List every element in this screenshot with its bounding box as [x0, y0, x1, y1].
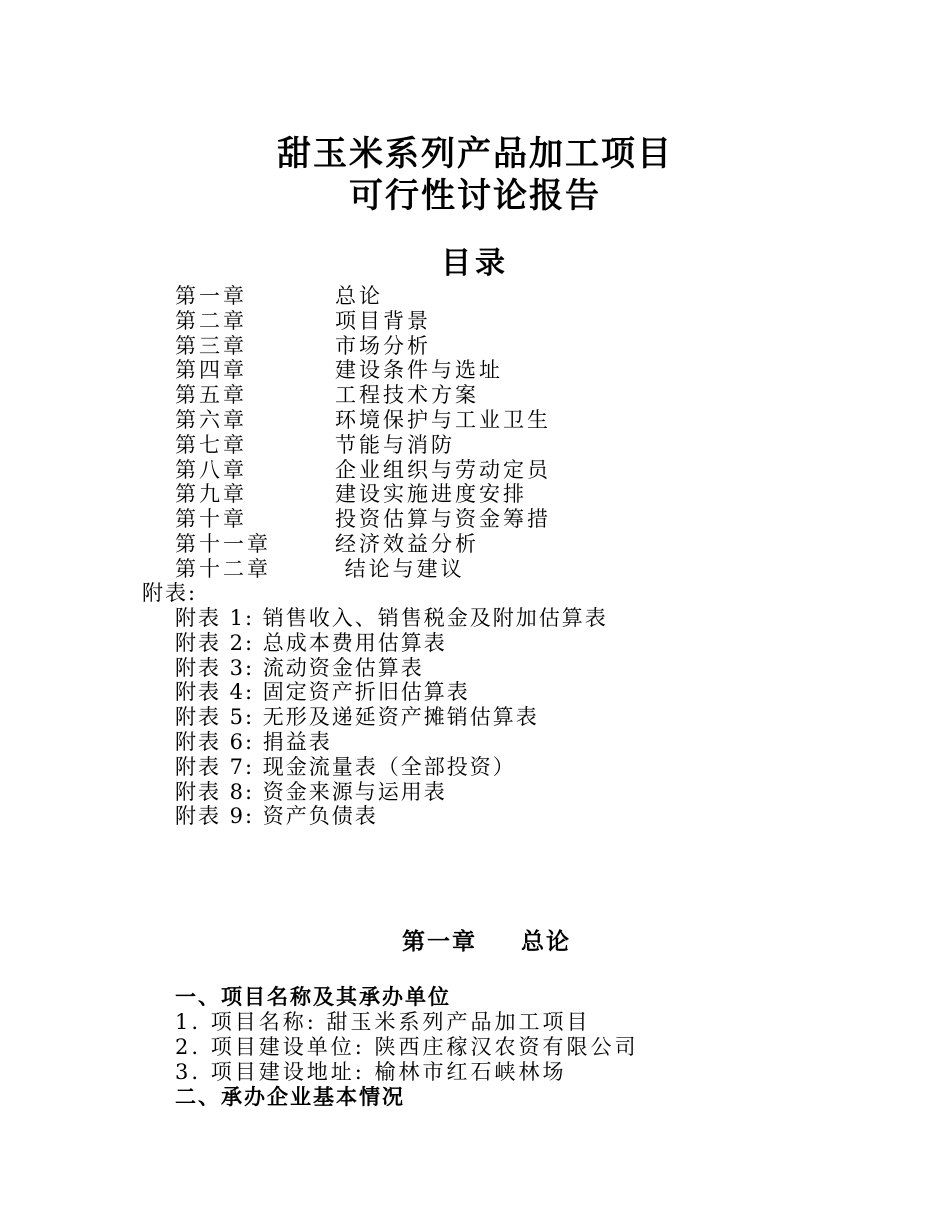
appendix-item: 附表 4: 固定资产折旧估算表: [175, 680, 470, 705]
toc-item: [175, 408, 551, 433]
toc-item: [175, 507, 551, 532]
appendix-item: 附表 9: 资产负债表: [175, 804, 378, 829]
toc-item: [175, 334, 551, 359]
toc-chapter-title: 节能与消防: [335, 432, 455, 457]
toc-chapter-number: 第三章: [175, 333, 247, 358]
section-item: 3. 项目建设地址: 榆林市红石峡林场: [175, 1060, 567, 1084]
appendix-item: 附表 7: 现金流量表（全部投资）: [175, 754, 516, 779]
section-heading: 二、承办企业基本情况: [175, 1084, 405, 1109]
toc-chapter-title: 结论与建议: [335, 556, 465, 581]
toc-chapter-number: 第一章: [175, 284, 247, 308]
toc-chapter-title: 工程技术方案: [335, 383, 479, 408]
toc-chapter-title: 经济效益分析: [335, 531, 479, 556]
toc-item: [175, 458, 551, 483]
toc-chapter-number: 第十章: [175, 507, 247, 532]
toc-chapter-title: 项目背景: [335, 308, 431, 333]
toc-chapter-number: 第十一章: [175, 531, 271, 556]
appendix-heading: 附表:: [142, 581, 198, 605]
toc-item: [175, 532, 551, 557]
toc-item: [175, 383, 551, 408]
toc-chapter-number: 第六章: [175, 407, 247, 432]
toc-chapter-title: 企业组织与劳动定员: [335, 457, 551, 482]
section-heading: 一、项目名称及其承办单位: [175, 984, 451, 1009]
appendix-item: 附表 1: 销售收入、销售税金及附加估算表: [175, 606, 608, 630]
toc-chapter-title: 总论: [335, 284, 383, 308]
toc-chapter-title: 投资估算与资金筹措: [335, 507, 551, 532]
appendix-item: 附表 8: 资金来源与运用表: [175, 779, 447, 804]
toc-item: [175, 433, 551, 458]
toc-chapter-number: 第四章: [175, 358, 247, 383]
toc-chapter-number: 第五章: [175, 383, 247, 408]
toc-item: [175, 358, 551, 383]
toc-item: [175, 309, 551, 334]
toc-list: [175, 284, 551, 582]
toc-chapter-number: 第七章: [175, 432, 247, 457]
toc-chapter-title: 建设实施进度安排: [335, 482, 527, 507]
toc-heading: 目录: [441, 246, 509, 281]
appendix-item: 附表 3: 流动资金估算表: [175, 655, 424, 680]
appendix-item: 附表 6: 捐益表: [175, 729, 332, 754]
report-title: [0, 133, 950, 217]
toc-chapter-number: 第九章: [175, 482, 247, 507]
toc-item: [175, 284, 551, 309]
toc-chapter-number: 第八章: [175, 457, 247, 482]
toc-item: [175, 557, 551, 582]
section-item: 2. 项目建设单位: 陕西庄稼汉农资有限公司: [175, 1035, 639, 1059]
toc-chapter-number: 第十二章: [175, 556, 271, 581]
toc-chapter-number: 第二章: [175, 308, 247, 333]
section-item: 1. 项目名称: 甜玉米系列产品加工项目: [175, 1010, 591, 1034]
toc-chapter-title: 环境保护与工业卫生: [335, 407, 551, 432]
toc-chapter-title: 市场分析: [335, 333, 431, 358]
appendix-item: 附表 2: 总成本费用估算表: [175, 630, 447, 655]
toc-chapter-title: 建设条件与选址: [335, 358, 503, 383]
toc-item: [175, 482, 551, 507]
appendix-item: 附表 5: 无形及递延资产摊销估算表: [175, 705, 539, 730]
report-title-line2: 可行性讨论报告: [349, 176, 601, 216]
chapter-number: 第一章: [402, 928, 477, 955]
chapter-title: 总论: [521, 928, 571, 955]
chapter-heading: [402, 926, 571, 958]
report-title-line1: 甜玉米系列产品加工项目: [277, 134, 673, 174]
appendix-list: [175, 606, 608, 829]
